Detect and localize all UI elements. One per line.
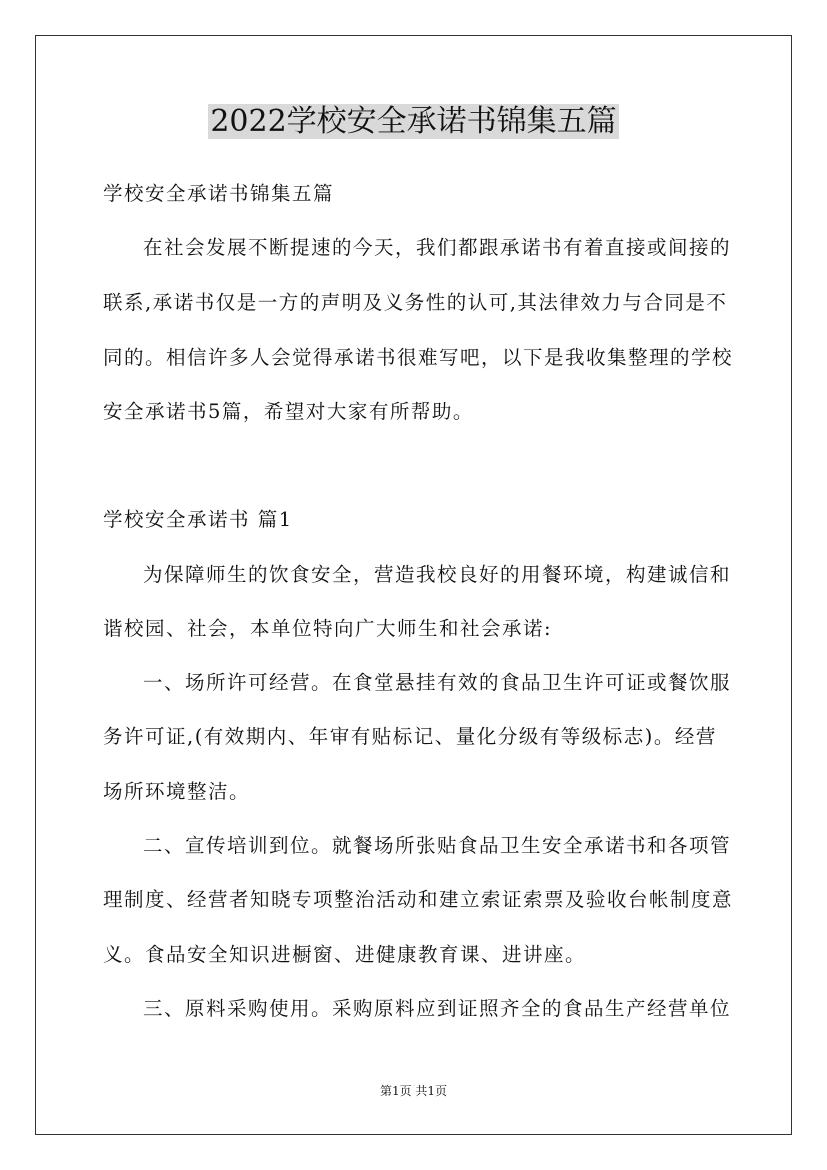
paragraph-line: 理制度、经营者知晓专项整治活动和建立索证索票及验收台帐制度意 — [103, 888, 734, 911]
paragraph-line: 二、宣传培训到位。就餐场所张贴食品卫生安全承诺书和各项管 — [143, 834, 732, 857]
section-heading: 学校安全承诺书 篇1 — [103, 508, 293, 531]
paragraph-line: 在社会发展不断提速的今天，我们都跟承诺书有着直接或间接的 — [143, 236, 732, 259]
paragraph-line: 为保障师生的饮食安全，营造我校良好的用餐环境，构建诚信和 — [143, 563, 732, 586]
page-number-footer: 第1页 共1页 — [379, 1084, 448, 1098]
paragraph-line: 务许可证,(有效期内、年审有贴标记、量化分级有等级标志)。经营 — [103, 725, 717, 748]
paragraph-line: 安全承诺书5篇，希望对大家有所帮助。 — [103, 400, 474, 423]
section-heading: 学校安全承诺书锦集五篇 — [103, 182, 335, 205]
paragraph-line: 联系,承诺书仅是一方的声明及义务性的认可,其法律效力与合同是不 — [103, 291, 728, 314]
paragraph-line: 一、场所许可经营。在食堂悬挂有效的食品卫生许可证或餐饮服 — [143, 671, 732, 694]
paragraph-line: 义。食品安全知识进橱窗、进健康教育课、进讲座。 — [103, 943, 587, 966]
paragraph-line: 场所环境整洁。 — [103, 780, 251, 803]
paragraph-line: 三、原料采购使用。采购原料应到证照齐全的食品生产经营单位 — [143, 997, 732, 1020]
document-title — [0, 100, 827, 144]
paragraph-line: 谐校园、社会，本单位特向广大师生和社会承诺: — [103, 617, 553, 640]
paragraph-line: 同的。相信许多人会觉得承诺书很难写吧，以下是我收集整理的学校 — [103, 346, 734, 369]
document-title-text: 2022学校安全承诺书锦集五篇 — [210, 104, 617, 139]
